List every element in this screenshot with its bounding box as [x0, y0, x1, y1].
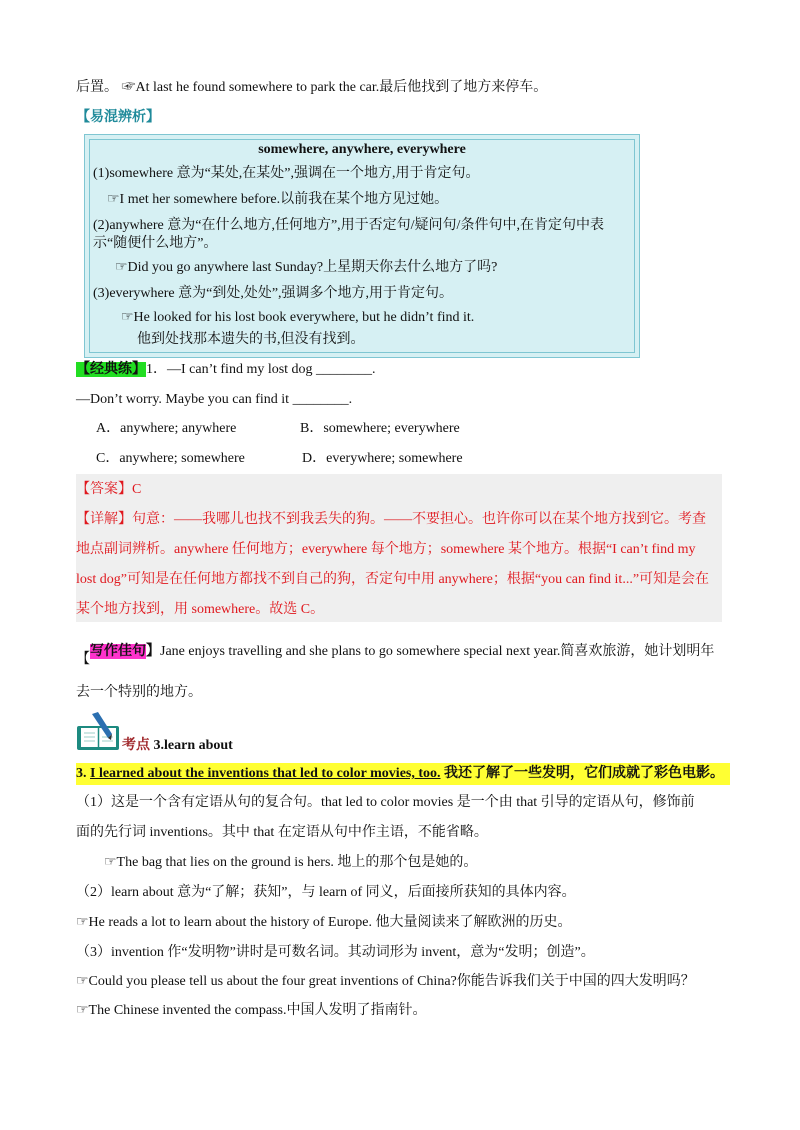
- writing-bracket-left: 【: [76, 652, 90, 667]
- intro-line: 后置。 ☞At last he found somewhere to park the car.最后他找到了地方来停车。: [76, 80, 548, 95]
- exercise-question-1: [76, 360, 376, 380]
- note-5: ☞He reads a lot to learn about the history of Europe. 他大量阅读来了解欧洲的历史。: [76, 915, 572, 930]
- key-sentence: [76, 763, 730, 785]
- note-3: ☞The bag that lies on the ground is hers. 地上的那个包是她的。: [104, 855, 478, 870]
- note-7: ☞Could you please tell us about the four great inventions of China?你能告诉我们关于中国的四大发明吗？: [76, 974, 695, 989]
- note-4: （2）learn about 意为“了解；获知”，与 learn of 同义，后面接所获知的具体内容。: [76, 885, 576, 900]
- option-d: D．everywhere; somewhere: [302, 451, 463, 466]
- confusion-line-2: ☞I met her somewhere before.以前我在某个地方见过她。: [107, 192, 449, 207]
- writing-line-1: [76, 642, 715, 667]
- note-6: （3）invention 作“发明物”讲时是可数名词。其动词形为 invent，意为“发明；创造”。: [76, 945, 595, 960]
- explanation-line-2: 地点副词辨析。anywhere 任何地方；everywhere 每个地方；somewhere 某个地方。根据“I can’t find my: [76, 542, 696, 557]
- book-pen-icon: [76, 712, 122, 752]
- option-b: B．somewhere; everywhere: [300, 421, 460, 436]
- confusion-line-4: 示“随便什么地方”。: [93, 236, 218, 251]
- writing-tag: 写作佳句: [90, 644, 146, 659]
- explanation-line-4: 某个地方找到，用 somewhere。故选 C。: [76, 602, 325, 617]
- note-8: ☞The Chinese invented the compass.中国人发明了指南针。: [76, 1003, 427, 1018]
- key-sentence-num: 3.: [76, 766, 90, 781]
- writing-text-1: Jane enjoys travelling and she plans to go somewhere special next year.简喜欢旅游，她计划明年: [160, 644, 715, 659]
- note-2: 面的先行词 inventions。其中 that 在定语从句中作主语，不能省略。: [76, 825, 488, 840]
- option-c: C．anywhere; somewhere: [96, 451, 245, 466]
- confusion-box: [84, 134, 640, 358]
- exercise-question-2: —Don’t worry. Maybe you can find it ________.: [76, 392, 353, 407]
- writing-bracket-right: 】: [146, 644, 160, 659]
- answer-line: 【答案】C: [76, 482, 142, 497]
- option-a: A．anywhere; anywhere: [96, 421, 237, 436]
- confusion-line-8: 他到处找那本遗失的书,但没有找到。: [137, 332, 365, 347]
- point-prefix: 考点: [122, 738, 150, 753]
- explanation-line-3: lost dog”可知是在任何地方都找不到自己的狗，否定句中用 anywhere；根据“you can find it...”可知是会在: [76, 572, 710, 587]
- key-sentence-zh: 我还了解了一些发明，它们成就了彩色电影。: [440, 766, 725, 781]
- confusion-header: 【易混辨析】: [76, 110, 160, 125]
- answer-panel: [76, 474, 722, 622]
- explanation-line-1: 【详解】句意：——我哪儿也找不到我丢失的狗。——不要担心。也许你可以在某个地方找到它。考查: [76, 512, 706, 527]
- point-heading: [122, 734, 233, 754]
- confusion-line-3: (2)anywhere 意为“在什么地方,任何地方”,用于否定句/疑问句/条件句中,在肯定句中表: [93, 218, 604, 233]
- confusion-line-7: ☞He looked for his lost book everywhere, but he didn’t find it.: [121, 310, 475, 325]
- confusion-line-5: ☞Did you go anywhere last Sunday?上星期天你去什么地方了吗?: [115, 260, 498, 275]
- key-sentence-en: I learned about the inventions that led to color movies, too.: [90, 766, 441, 781]
- exercise-tag: 【经典练】: [76, 362, 146, 377]
- confusion-title: somewhere, anywhere, everywhere: [258, 142, 466, 157]
- confusion-line-6: (3)everywhere 意为“到处,处处”,强调多个地方,用于肯定句。: [93, 286, 454, 301]
- exercise-q1-text: 1．—I can’t find my lost dog ________.: [146, 362, 376, 377]
- writing-line-2: 去一个特别的地方。: [76, 685, 202, 700]
- confusion-line-1: (1)somewhere 意为“某处,在某处”,强调在一个地方,用于肯定句。: [93, 166, 480, 181]
- point-title: 3.learn about: [153, 738, 233, 753]
- note-1: （1）这是一个含有定语从句的复合句。that led to color movies 是一个由 that 引导的定语从句，修饰前: [76, 795, 695, 810]
